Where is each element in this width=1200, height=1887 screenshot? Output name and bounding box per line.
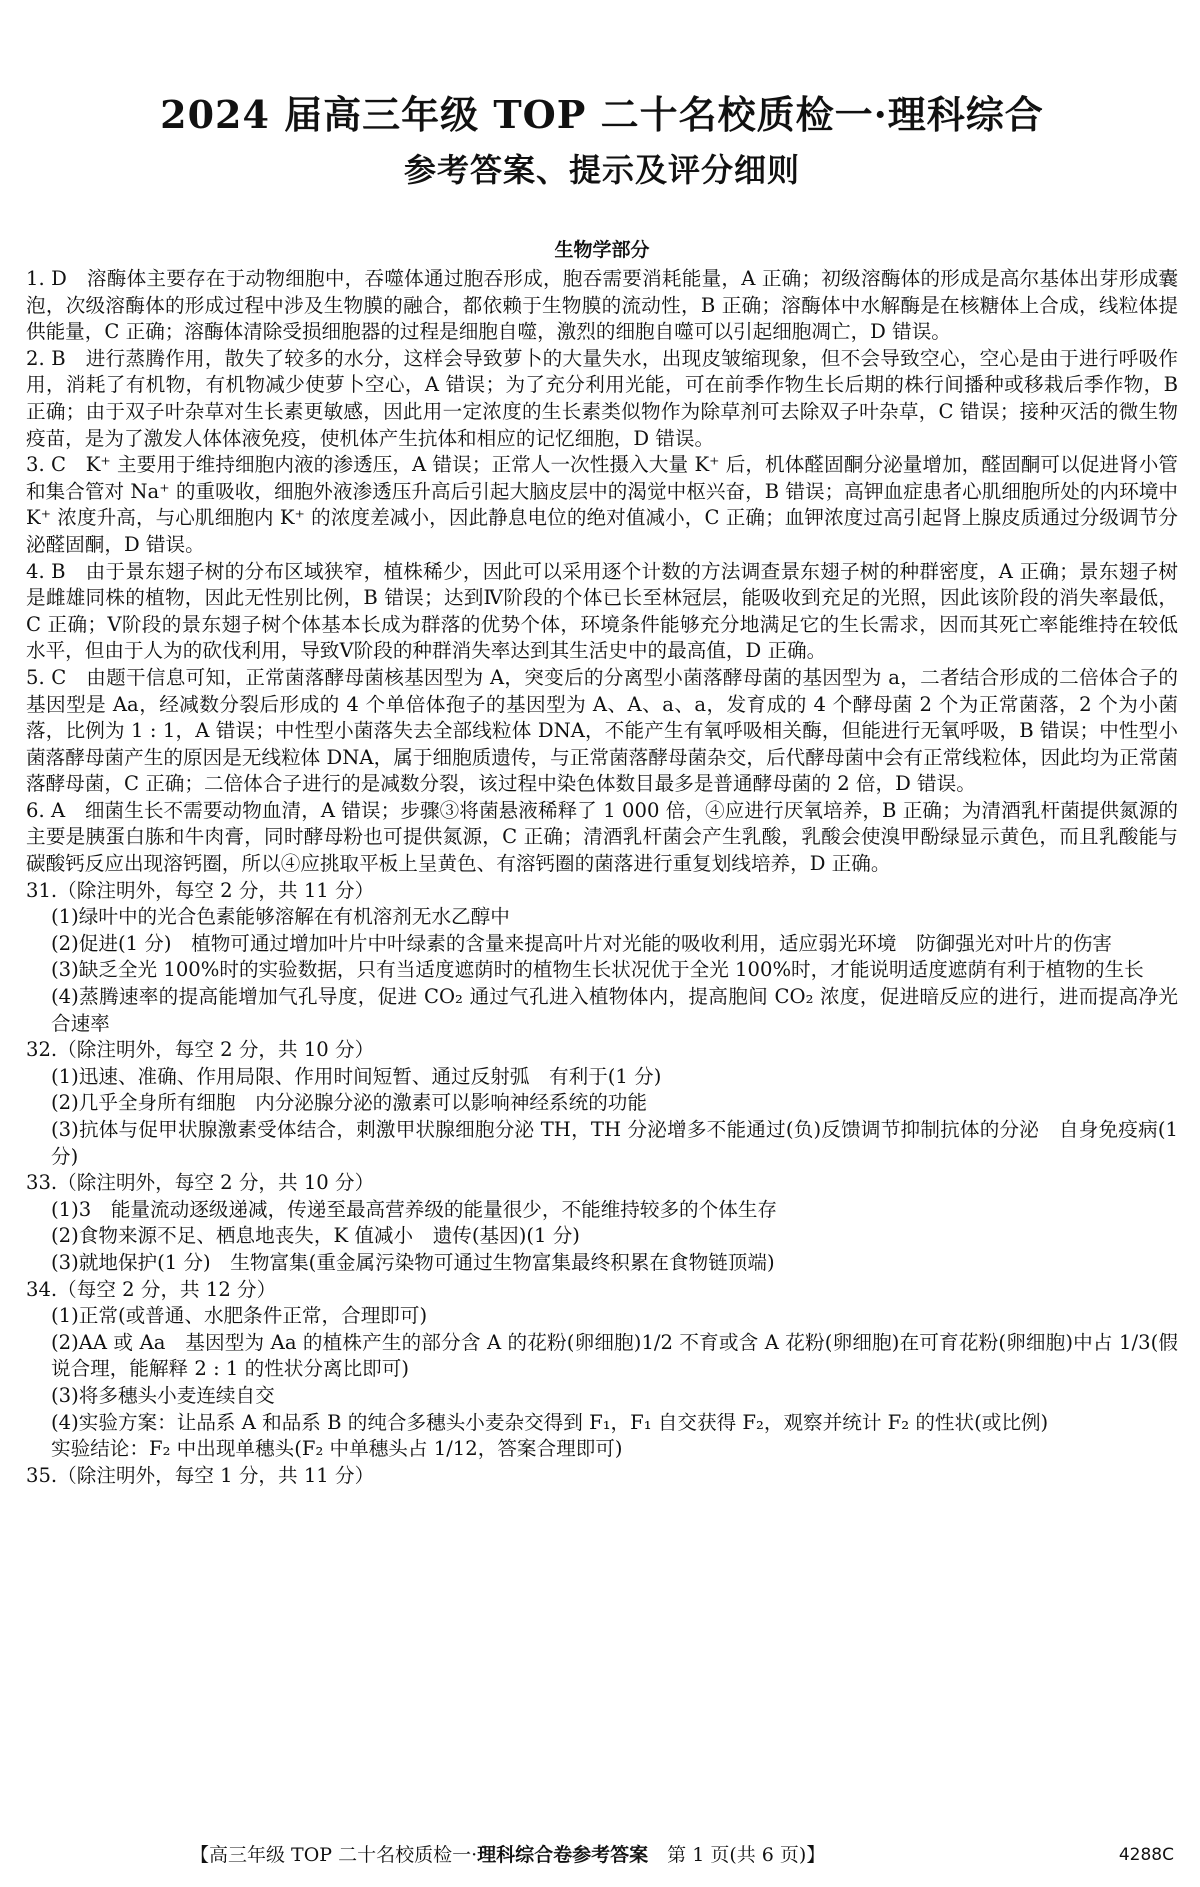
page-footer: [0, 1840, 1200, 1870]
question-heading: 33.（除注明外，每空 2 分，共 10 分）: [26, 1171, 375, 1195]
sub-answer: (3)将多穗头小麦连续自交: [51, 1383, 275, 1407]
sub-answer: (2)促进(1 分) 植物可通过增加叶片中叶绿素的含量来提高叶片对光能的吸收利用，适应弱光环境 防御强光对叶片的伤害: [51, 931, 1113, 955]
answer-item: 1. D 溶酶体主要存在于动物细胞中，吞噬体通过胞吞形成，胞吞需要消耗能量，A 正确；初级溶酶体的形成是高尔基体出芽形成囊泡，次级溶酶体的形成过程中涉及生物膜的融合，都依赖于生物膜的流动性，B 正确；溶酶体中水解酶是在核糖体上合成，线粒体提供能量，C 正确；溶酶体清除受损细胞器的过程是细胞自噬，激烈的细胞自噬可以引起细胞凋亡，D 错误。: [26, 267, 1178, 344]
answer-item: 4. B 由于景东翅子树的分布区域狭窄，植株稀少，因此可以采用逐个计数的方法调查景东翅子树的种群密度，A 正确；景东翅子树是雌雄同株的植物，因此无性别比例，B 错误；达到Ⅳ阶段的个体已长至林冠层，能吸收到充足的光照，因此该阶段的消失率最低，C 正确；Ⅴ阶段的景东翅子树个体基本长成为群落的优势个体，环境条件能够充分地满足它的生长需求，因而其死亡率能维持在较低水平，但由于人为的砍伐利用，导致Ⅴ阶段的种群消失率达到其生活史中的最高值，D 正确。: [26, 559, 1178, 663]
question-heading: 34.（每空 2 分，共 12 分）: [26, 1277, 277, 1301]
answer-item: 6. A 细菌生长不需要动物血清，A 错误；步骤③将菌悬液稀释了 1 000 倍，④应进行厌氧培养，B 正确；为清酒乳杆菌提供氮源的主要是胰蛋白胨和牛肉膏，同时酵母粉也可提供氮源，C 正确；清酒乳杆菌会产生乳酸，乳酸会使溴甲酚绿显示黄色，而且乳酸能与碳酸钙反应出现溶钙圈，所以④应挑取平板上呈黄色、有溶钙圈的菌落进行重复划线培养，D 正确。: [26, 798, 1178, 876]
sub-answer: (1)3 能量流动逐级递减，传递至最高营养级的能量很少，不能维持较多的个体生存: [51, 1197, 778, 1221]
sub-answer: (2)几乎全身所有细胞 内分泌腺分泌的激素可以影响神经系统的功能: [51, 1091, 647, 1115]
answer-item: 3. C K⁺ 主要用于维持细胞内液的渗透压，A 错误；正常人一次性摄入大量 K⁺ 后，机体醛固酮分泌量增加，醛固酮可以促进肾小管和集合管对 Na⁺ 的重吸收，细胞外液渗透压升高后引起大脑皮层中的渴觉中枢兴奋，B 错误；高钾血症患者心肌细胞所处的内环境中 K⁺ 浓度升高，与心肌细胞内 K⁺ 的浓度差减小，因此静息电位的绝对值减小，C 正确；血钾浓度过高引起肾上腺皮质通过分级调节分泌醛固酮，D 错误。: [26, 453, 1178, 556]
sub-answer: (1)正常(或普通、水肥条件正常，合理即可): [51, 1304, 428, 1328]
sub-answer: (4)实验方案：让品系 A 和品系 B 的纯合多穗头小麦杂交得到 F₁，F₁ 自交获得 F₂，观察并统计 F₂ 的性状(或比例): [51, 1410, 1049, 1434]
answer-item: 2. B 进行蒸腾作用，散失了较多的水分，这样会导致萝卜的大量失水，出现皮皱缩现象，但不会导致空心，空心是由于进行呼吸作用，消耗了有机物，有机物减少使萝卜空心，A 错误；为了充分利用光能，可在前季作物生长后期的株行间播种或移栽后季作物，B 正确；由于双子叶杂草对生长素更敏感，因此用一定浓度的生长素类似物作为除草剂可去除双子叶杂草，C 错误；接种灭活的微生物疫苗，是为了激发人体体液免疫，使机体产生抗体和相应的记忆细胞，D 错误。: [26, 346, 1178, 450]
footer-caption: [190, 1840, 825, 1870]
page-subtitle: 参考答案、提示及评分细则: [403, 151, 800, 189]
footer-page-info: 第 1 页(共 6 页)】: [648, 1844, 826, 1866]
sub-answer: (1)绿叶中的光合色素能够溶解在有机溶剂无水乙醇中: [51, 905, 510, 929]
experiment-conclusion: 实验结论：F₂ 中出现单穗头(F₂ 中单穗头占 1/12，答案合理即可): [51, 1437, 623, 1461]
sub-answer: (3)缺乏全光 100%时的实验数据，只有当适度遮荫时的植物生长状况优于全光 100%时，才能说明适度遮荫有利于植物的生长: [51, 958, 1144, 982]
section-title: 生物学部分: [554, 239, 650, 261]
footer-code: 4288C: [1118, 1845, 1174, 1865]
sub-answer: (4)蒸腾速率的提高能增加气孔导度，促进 CO₂ 通过气孔进入植物体内，提高胞间 CO₂ 浓度，促进暗反应的进行，进而提高净光合速率: [51, 985, 1178, 1035]
footer-left: 【高三年级 TOP 二十名校质检一·: [190, 1844, 478, 1866]
sub-answer: (3)抗体与促甲状腺激素受体结合，刺激甲状腺细胞分泌 TH，TH 分泌增多不能通过(负)反馈调节抑制抗体的分泌 自身免疫病(1 分): [51, 1118, 1178, 1168]
footer-bold: 理科综合卷参考答案: [477, 1844, 649, 1866]
answers-body: [26, 266, 1178, 1489]
sub-answer: (1)迅速、准确、作用局限、作用时间短暂、通过反射弧 有利于(1 分): [51, 1064, 662, 1088]
page-title: 2024 届高三年级 TOP 二十名校质检一·理科综合: [160, 92, 1044, 137]
question-heading: 31.（除注明外，每空 2 分，共 11 分）: [26, 878, 375, 902]
question-heading: 35.（除注明外，每空 1 分，共 11 分）: [26, 1463, 375, 1487]
sub-answer: (2)食物来源不足、栖息地丧失，K 值减小 遗传(基因)(1 分): [51, 1224, 580, 1248]
question-heading: 32.（除注明外，每空 2 分，共 10 分）: [26, 1038, 375, 1062]
sub-answer: (3)就地保护(1 分) 生物富集(重金属污染物可通过生物富集最终积累在食物链顶端): [51, 1250, 775, 1274]
sub-answer: (2)AA 或 Aa 基因型为 Aa 的植株产生的部分含 A 的花粉(卵细胞)1/2 不育或含 A 花粉(卵细胞)在可育花粉(卵细胞)中占 1/3(假说合理，能解释 2 : 1 的性状分离比即可): [51, 1330, 1178, 1381]
answer-item: 5. C 由题干信息可知，正常菌落酵母菌核基因型为 A，突变后的分离型小菌落酵母菌的基因型为 a，二者结合形成的二倍体合子的基因型是 Aa，经减数分裂后形成的 4 个单倍体孢子的基因型为 A、A、a、a，发育成的 4 个酵母菌 2 个为正常菌落，2 个为小菌落，比例为 1 : 1，A 错误；中性型小菌落失去全部线粒体 DNA，不能产生有氧呼吸相关酶，但能进行无氧呼吸，B 错误；中性型小菌落酵母菌产生的原因是无线粒体 DNA，属于细胞质遗传，与正常菌落酵母菌杂交，后代酵母菌中会有正常线粒体，因此均为正常菌落酵母菌，C 正确；二倍体合子进行的是减数分裂，该过程中染色体数目最多是普通酵母菌的 2 倍，D 错误。: [26, 665, 1178, 796]
